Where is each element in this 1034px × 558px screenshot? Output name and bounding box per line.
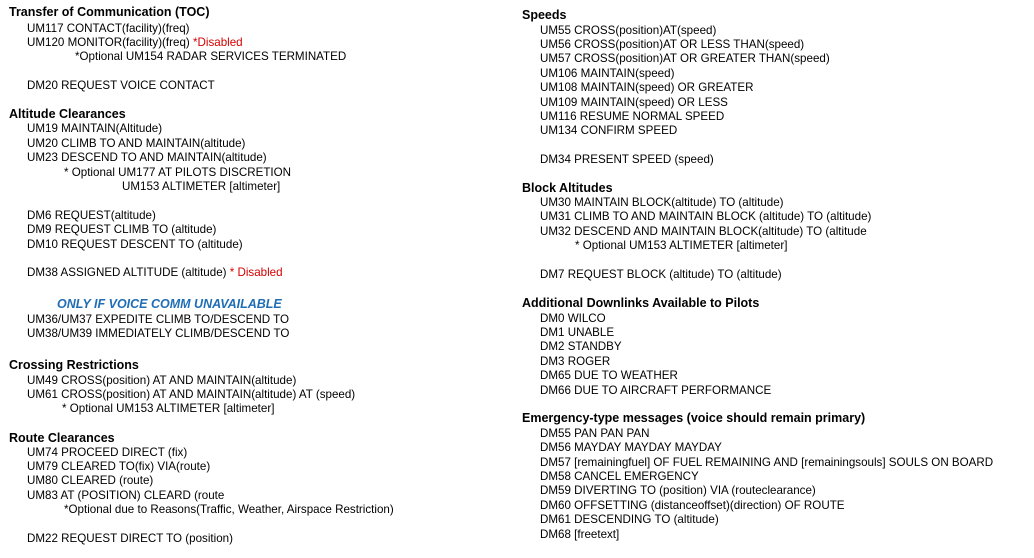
line-text: UM57 CROSS(position)AT OR GREATER THAN(speed)	[540, 52, 830, 65]
message-line-dm3-roger	[540, 355, 610, 369]
line-text: Altitude Clearances	[9, 107, 126, 121]
line-text: Route Clearances	[9, 431, 115, 445]
line-text: DM6 REQUEST(altitude)	[27, 209, 156, 222]
message-line-um49-cross-position-at-and-maintain-alti	[27, 374, 296, 388]
section-heading-altitude-clearances	[9, 107, 126, 121]
message-line-um30-maintain-block-altitude-to-altitude	[540, 196, 784, 210]
message-line-um23-descend-to-and-maintain-altitude	[27, 151, 267, 165]
message-line-dm38-assigned-altitude-altitude	[27, 266, 283, 280]
message-line-dm6-request-altitude	[27, 209, 156, 223]
line-text: UM108 MAINTAIN(speed) OR GREATER	[540, 81, 754, 94]
message-line-dm10-request-descent-to-altitude	[27, 238, 243, 252]
line-text: DM0 WILCO	[540, 312, 606, 325]
line-text: UM56 CROSS(position)AT OR LESS THAN(speed)	[540, 38, 805, 51]
line-text: UM38/UM39 IMMEDIATELY CLIMB/DESCEND TO	[27, 327, 290, 340]
message-line-dm68-freetext	[540, 528, 619, 542]
message-line-dm55-pan-pan-pan	[540, 427, 650, 441]
line-text: Crossing Restrictions	[9, 358, 139, 372]
line-text: UM30 MAINTAIN BLOCK(altitude) TO (altitude)	[540, 196, 784, 209]
message-line-um79-cleared-to-fix-via-route	[27, 460, 210, 474]
line-text: UM20 CLIMB TO AND MAINTAIN(altitude)	[27, 137, 246, 150]
line-text: DM9 REQUEST CLIMB TO (altitude)	[27, 223, 217, 236]
section-heading-speeds	[522, 8, 566, 22]
line-text: UM109 MAINTAIN(speed) OR LESS	[540, 96, 728, 109]
line-text: *Optional UM154 RADAR SERVICES TERMINATED	[75, 50, 347, 63]
line-text: ONLY IF VOICE COMM UNAVAILABLE	[57, 297, 282, 311]
line-text: UM79 CLEARED TO(fix) VIA(route)	[27, 460, 211, 473]
section-heading-block-altitudes	[522, 181, 613, 195]
line-text: DM59 DIVERTING TO (position) VIA (routeclearance)	[540, 484, 816, 497]
line-text: UM117 CONTACT(facility)(freq)	[27, 22, 190, 35]
message-line-um116-resume-normal-speed	[540, 110, 724, 124]
message-line-dm59-diverting-to-position-via-routeclea	[540, 484, 816, 498]
line-text: DM66 DUE TO AIRCRAFT PERFORMANCE	[540, 384, 772, 397]
message-line-um57-cross-position-at-or-greater-than-s	[540, 52, 830, 66]
message-line-optional-um153-altimeter-altimeter	[62, 402, 274, 416]
section-heading-transfer-of-communication-toc	[9, 5, 209, 19]
message-line-um74-proceed-direct-fix	[27, 446, 187, 460]
message-line-dm65-due-to-weather	[540, 369, 678, 383]
message-line-um56-cross-position-at-or-less-than-spee	[540, 38, 804, 52]
line-text: UM134 CONFIRM SPEED	[540, 124, 678, 137]
line-text: UM80 CLEARED (route)	[27, 474, 154, 487]
line-text: DM2 STANDBY	[540, 340, 622, 353]
section-heading-emergency-type-messages-voice-should-rem	[522, 411, 865, 425]
line-text: UM31 CLIMB TO AND MAINTAIN BLOCK (altitude) TO (altitude)	[540, 210, 872, 223]
message-line-dm58-cancel-emergency	[540, 470, 699, 484]
message-line-um106-maintain-speed	[540, 67, 674, 81]
line-text: UM23 DESCEND TO AND MAINTAIN(altitude)	[27, 151, 267, 164]
message-line-um61-cross-position-at-and-maintain-alti	[27, 388, 355, 402]
line-text: DM55 PAN PAN PAN	[540, 427, 650, 440]
line-text: UM49 CROSS(position) AT AND MAINTAIN(altitude)	[27, 374, 297, 387]
line-text: UM83 AT (POSITION) CLEARD (route	[27, 489, 225, 502]
line-text: DM65 DUE TO WEATHER	[540, 369, 678, 382]
line-text: DM3 ROGER	[540, 355, 611, 368]
message-line-dm56-mayday-mayday-mayday	[540, 441, 722, 455]
message-line-um20-climb-to-and-maintain-altitude	[27, 137, 245, 151]
message-line-optional-um153-altimeter-altimeter	[575, 239, 787, 253]
message-line-um31-climb-to-and-maintain-block-altitud	[540, 210, 871, 224]
line-text: DM56 MAYDAY MAYDAY MAYDAY	[540, 441, 722, 454]
message-line-dm0-wilco	[540, 312, 606, 326]
line-text: UM120 MONITOR(facility)(freq)	[27, 36, 190, 49]
message-line-dm60-offsetting-distanceoffset-direction	[540, 499, 845, 513]
line-text: DM68 [freetext]	[540, 528, 620, 541]
section-heading-route-clearances	[9, 431, 115, 445]
line-text: DM20 REQUEST VOICE CONTACT	[27, 79, 215, 92]
message-line-dm57-remainingfuel-of-fuel-remaining-and	[540, 456, 993, 470]
message-line-um117-contact-facility-freq	[27, 22, 190, 36]
line-text: UM153 ALTIMETER [altimeter]	[122, 180, 281, 193]
line-text: Emergency-type messages (voice should remain primary)	[522, 411, 866, 425]
line-text: DM38 ASSIGNED ALTITUDE (altitude)	[27, 266, 227, 279]
line-text: UM61 CROSS(position) AT AND MAINTAIN(altitude) AT (speed)	[27, 388, 356, 401]
line-text: DM61 DESCENDING TO (altitude)	[540, 513, 719, 526]
section-heading-crossing-restrictions	[9, 358, 139, 372]
message-line-optional-um154-radar-services-terminated	[75, 50, 346, 64]
message-line-um55-cross-position-at-speed	[540, 24, 716, 38]
line-text: Block Altitudes	[522, 181, 613, 195]
line-text: DM57 [remainingfuel] OF FUEL REMAINING AND [remainingsouls] SOULS ON BOARD	[540, 456, 994, 469]
line-text: UM36/UM37 EXPEDITE CLIMB TO/DESCEND TO	[27, 313, 290, 326]
message-line-um108-maintain-speed-or-greater	[540, 81, 753, 95]
line-text: *Optional due to Reasons(Traffic, Weather, Airspace Restriction)	[64, 503, 394, 516]
message-line-um83-at-position-cleard-route	[27, 489, 224, 503]
line-text: DM10 REQUEST DESCENT TO (altitude)	[27, 238, 243, 251]
message-line-um38-um39-immediately-climb-descend-to	[27, 327, 289, 341]
message-line-dm66-due-to-aircraft-performance	[540, 384, 771, 398]
line-text: * Optional UM153 ALTIMETER [altimeter]	[575, 239, 788, 252]
message-line-dm34-present-speed-speed	[540, 153, 714, 167]
message-line-um134-confirm-speed	[540, 124, 677, 138]
line-text: UM55 CROSS(position)AT(speed)	[540, 24, 717, 37]
line-text: * Optional UM177 AT PILOTS DISCRETION	[64, 166, 292, 179]
message-line-um36-um37-expedite-climb-to-descend-to	[27, 313, 289, 327]
message-line-dm2-standby	[540, 340, 622, 354]
message-line-um32-descend-and-maintain-block-altitude	[540, 225, 867, 239]
line-text: UM19 MAINTAIN(Altitude)	[27, 122, 163, 135]
line-text: DM7 REQUEST BLOCK (altitude) TO (altitude)	[540, 268, 782, 281]
line-text: DM60 OFFSETTING (distanceoffset)(direction) OF ROUTE	[540, 499, 845, 512]
message-line-um109-maintain-speed-or-less	[540, 96, 728, 110]
message-line-dm1-unable	[540, 326, 614, 340]
line-text: Speeds	[522, 8, 567, 22]
message-line-um19-maintain-altitude	[27, 122, 162, 136]
message-line-um153-altimeter-altimeter	[122, 180, 280, 194]
line-text: UM106 MAINTAIN(speed)	[540, 67, 675, 80]
line-text: DM34 PRESENT SPEED (speed)	[540, 153, 714, 166]
message-line-dm22-request-direct-to-position	[27, 532, 233, 546]
message-line-dm61-descending-to-altitude	[540, 513, 719, 527]
line-text: Transfer of Communication (TOC)	[9, 5, 210, 19]
line-text: * Optional UM153 ALTIMETER [altimeter]	[62, 402, 275, 415]
message-line-um120-monitor-facility-freq	[27, 36, 243, 50]
disabled-note: * Disabled	[226, 266, 283, 279]
message-line-optional-um177-at-pilots-discretion	[64, 166, 291, 180]
line-text: DM22 REQUEST DIRECT TO (position)	[27, 532, 233, 545]
line-text: UM116 RESUME NORMAL SPEED	[540, 110, 725, 123]
message-line-optional-due-to-reasons-traffic-weather-	[64, 503, 394, 517]
voice-note-only-if-voice-comm-unavailable	[57, 297, 282, 311]
message-line-dm20-request-voice-contact	[27, 79, 215, 93]
line-text: UM74 PROCEED DIRECT (fix)	[27, 446, 188, 459]
line-text: DM58 CANCEL EMERGENCY	[540, 470, 699, 483]
line-text: Additional Downlinks Available to Pilots	[522, 296, 760, 310]
line-text: DM1 UNABLE	[540, 326, 615, 339]
message-line-um80-cleared-route	[27, 474, 153, 488]
section-heading-additional-downlinks-available-to-pilots	[522, 296, 759, 310]
disabled-note: *Disabled	[189, 36, 243, 49]
line-text: UM32 DESCEND AND MAINTAIN BLOCK(altitude) TO (altitude	[540, 225, 867, 238]
message-line-dm9-request-climb-to-altitude	[27, 223, 216, 237]
message-line-dm7-request-block-altitude-to-altitude	[540, 268, 782, 282]
